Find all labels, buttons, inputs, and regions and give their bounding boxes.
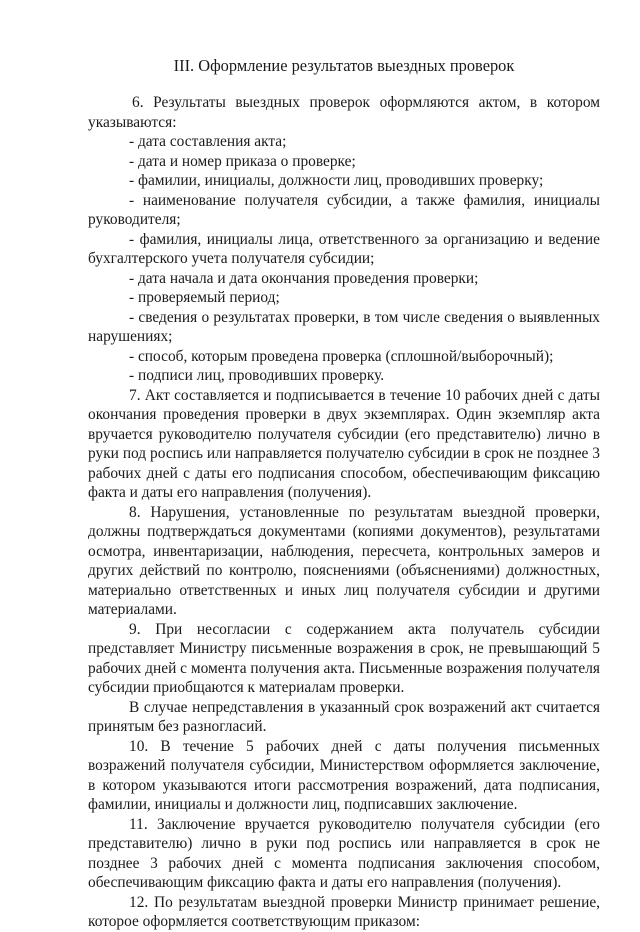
text-line: в котором указываются итоги рассмотрения возражений, дата подписания,: [88, 776, 600, 794]
text-line: рабочих дней с момента получения акта. Письменные возражения получателя: [88, 659, 600, 677]
text-line: обеспечивающим фиксацию факта и даты его направления (получения).: [88, 874, 562, 891]
text-line: возражений получателя субсидии, Министерством оформляется заключение,: [88, 757, 600, 774]
text-line: 6. Результаты выездных проверок оформляются актом, в котором: [132, 94, 600, 111]
text-line: В случае непредставления в указанный срок возражений акт считается: [129, 698, 600, 716]
text-line: принятым без разногласий.: [88, 718, 267, 735]
list-item: - фамилия, инициалы лица, ответственного за организацию и ведение: [129, 230, 600, 248]
document-body: [88, 93, 600, 932]
text-line: факта и даты его направления (получения).: [88, 484, 372, 501]
list-item: - дата составления акта;: [129, 133, 287, 150]
text-line: 8. Нарушения, установленные по результатам выездной проверки,: [129, 503, 600, 521]
list-item: - проверяемый период;: [129, 289, 280, 306]
text-line: руководителя;: [88, 211, 181, 228]
list-item: - сведения о результатах проверки, в том числе сведения о выявленных: [129, 308, 600, 326]
text-line: вручается руководителю получателя субсидии (его представителю) лично в: [88, 425, 600, 443]
text-line: материально ответственных и иных лиц получателя субсидии и другими: [88, 581, 600, 599]
text-line: осмотра, инвентаризации, наблюдения, пересчета, контрольных замеров и: [88, 542, 600, 560]
text-line: позднее 3 рабочих дней с момента подписания заключения способом,: [88, 854, 600, 872]
text-line: окончания проведения проверки в двух экземплярах. Один экземпляр акта: [88, 406, 600, 423]
list-item: - подписи лиц, проводивших проверку.: [129, 367, 385, 384]
text-line: руки под роспись или направляется получателю субсидии в срок не позднее 3: [88, 445, 600, 462]
list-item: - дата и номер приказа о проверке;: [129, 152, 356, 170]
text-line: 9. При несогласии с содержанием акта получатель субсидии: [129, 620, 600, 638]
text-line: фамилии, инициалы и должности лиц, подписавших заключение.: [88, 796, 518, 813]
list-item: - способ, которым проведена проверка (сплошной/выборочный);: [129, 347, 554, 365]
text-line: 11. Заключение вручается руководителю получателя субсидии (его: [129, 815, 600, 833]
text-line: нарушениях;: [88, 328, 173, 345]
section-heading: III. Оформление результатов выездных проверок: [173, 56, 515, 75]
text-line: других действий по контролю, пояснениями (объяснениями) должностных,: [88, 562, 600, 579]
text-line: должны подтверждаться документами (копиями документов), результатами: [88, 523, 600, 540]
list-item: - наименование получателя субсидии, а также фамилия, инициалы: [129, 191, 600, 209]
text-line: субсидии приобщаются к материалам проверки.: [88, 679, 405, 696]
text-line: которое оформляется соответствующим приказом:: [88, 913, 420, 930]
list-item: - дата начала и дата окончания проведения проверки;: [129, 269, 479, 287]
text-line: рабочих дней с даты его подписания способом, обеспечивающим фиксацию: [88, 464, 600, 482]
list-item: - фамилии, инициалы, должности лиц, проводивших проверку;: [129, 172, 544, 189]
text-line: 7. Акт составляется и подписывается в течение 10 рабочих дней с даты: [129, 386, 600, 404]
text-line: материалами.: [88, 601, 177, 618]
text-line: представляет Министру письменные возражения в срок, не превышающий 5: [88, 640, 600, 657]
text-line: бухгалтерского учета получателя субсидии;: [88, 250, 375, 267]
text-line: указываются:: [88, 113, 177, 131]
text-line: представителю) лично в руки под роспись или направляется в срок не: [88, 835, 600, 852]
text-line: 12. По результатам выездной проверки Министр принимает решение,: [129, 893, 600, 911]
text-line: 10. В течение 5 рабочих дней с даты получения письменных: [129, 737, 600, 755]
